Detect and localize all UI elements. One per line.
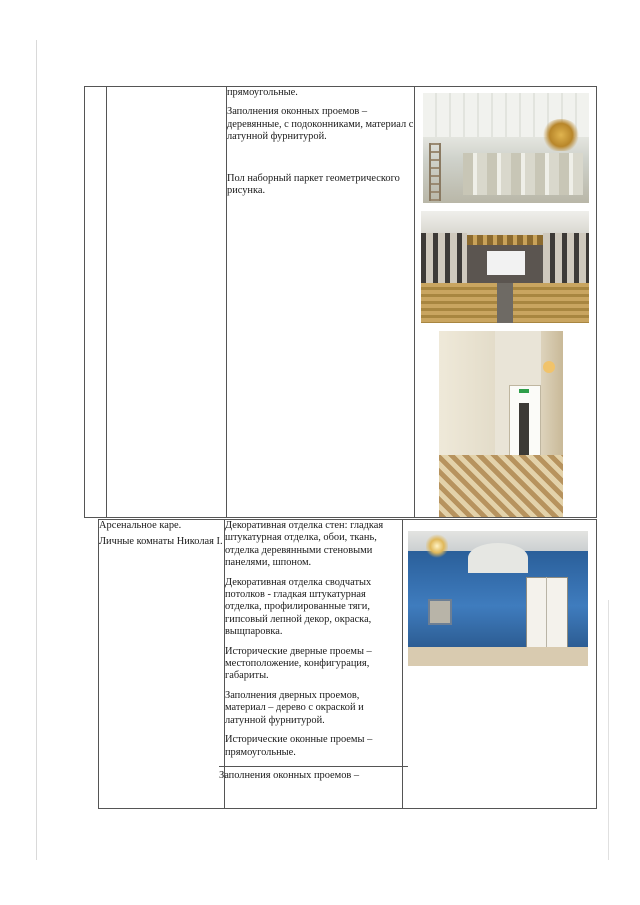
- number-cell: [85, 87, 107, 518]
- paragraph-window-openings: Исторические оконные проемы – прямоугольные.: [225, 734, 373, 758]
- row-divider: [219, 766, 408, 782]
- paragraph-ceiling-finish: Декоративная отделка сводчатых потолков - гладкая штукатурная отделка, профилированные тяги, гипсовый лепной декор, окраска, выщпаровка.: [225, 576, 372, 638]
- description-cell: [219, 520, 403, 809]
- table-arsenal-row: [98, 519, 597, 809]
- description-cell: [227, 87, 415, 518]
- table-continued-row: [84, 86, 597, 518]
- paragraph-door-openings: Исторические дверные проемы – местоположение, конфигурация, габариты.: [225, 645, 372, 682]
- location-subtitle: Личные комнаты Николая I.: [99, 536, 223, 548]
- paragraph-parquet-floor: Пол наборный паркет геометрического рисунка.: [227, 172, 400, 197]
- photos-cell: [403, 520, 597, 809]
- corridor-photo: [439, 331, 563, 517]
- paragraph-windows-shape: прямоугольные.: [227, 87, 298, 98]
- scan-edge-line: [608, 600, 609, 860]
- scan-binding-line: [36, 40, 37, 860]
- auditorium-photo: [421, 211, 589, 323]
- hall-chandelier-photo: [423, 93, 589, 203]
- paragraph-wall-finish: Декоративная отделка стен: гладкая штукатурная отделка, обои, ткань, отделка деревянными стеновыми панелями, шпоном.: [225, 520, 384, 569]
- paragraph-window-fillings: Заполнения оконных проемов – деревянные, с подоконниками, материал с латунной фурнитурой.: [227, 106, 414, 143]
- photos-cell: [415, 87, 597, 518]
- paragraph-door-fillings: Заполнения дверных проемов, материал – дерево с окраской и латунной фурнитурой.: [225, 689, 364, 726]
- location-cell: [99, 520, 225, 809]
- location-cell: [107, 87, 227, 518]
- blue-room-photo: [408, 531, 588, 666]
- location-title: Арсенальное каре.: [99, 520, 182, 531]
- paragraph-window-fillings-cont: Заполнения оконных проемов –: [219, 769, 360, 781]
